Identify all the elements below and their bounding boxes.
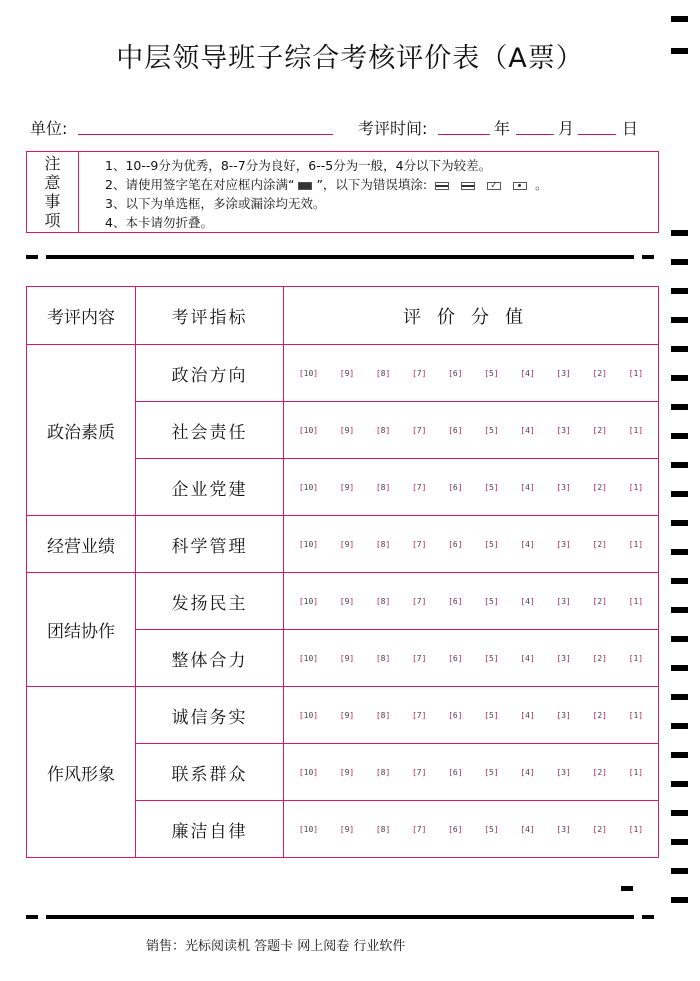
score-option-box[interactable]: [3] [556,425,571,435]
score-option-value: 1 [633,368,639,378]
score-option-box[interactable]: [9] [339,653,355,663]
timing-mark [671,781,688,787]
score-option-value: 3 [561,368,567,378]
score-option-value: 4 [525,425,530,435]
score-option-value: 2 [597,596,603,606]
score-option-box[interactable]: [3] [556,482,571,492]
day-label: 日 [622,119,639,138]
unit-field[interactable] [78,116,333,135]
score-option-box[interactable]: [8] [375,425,391,435]
score-option-box[interactable]: [9] [339,710,355,720]
timing-mark [671,317,688,323]
timing-mark [671,491,688,497]
score-option-value: 2 [597,482,603,492]
score-table [26,286,659,858]
score-option-box[interactable]: [4] [520,767,535,777]
score-option-value: 6 [452,425,458,435]
score-option-box[interactable]: [6] [448,539,463,549]
table-row [27,345,659,402]
score-option-value: 7 [416,653,422,663]
notice-line-2c: 。 [535,177,548,192]
score-option-value: 6 [452,767,458,777]
timing-mark [671,462,688,468]
score-option-value: 3 [561,710,567,720]
score-options [284,540,658,549]
score-option-box[interactable]: [3] [556,596,571,606]
score-option-value: 10 [303,539,314,549]
score-option-value: 4 [525,539,530,549]
wrong-fill-half-icon [435,182,449,190]
score-option-box[interactable]: [5] [484,824,499,834]
score-option-box[interactable]: [3] [556,368,571,378]
score-option-box[interactable]: [2] [592,539,607,549]
score-option-value: 8 [380,596,386,606]
score-option-box[interactable]: [7] [411,767,427,777]
score-option-value: 2 [597,368,603,378]
score-option-box[interactable]: [2] [592,482,607,492]
notice-line-1: 1、10--9分为优秀，8--7分为良好，6--5分为一般，4分以下为较差。 [105,158,492,173]
score-option-value: 3 [561,596,567,606]
score-options [284,711,658,720]
score-option-value: 5 [489,482,494,492]
score-options-cell [284,402,659,459]
timing-mark [671,549,688,555]
score-option-box[interactable]: [1] [628,653,644,663]
score-option-box[interactable]: [1] [628,539,644,549]
timing-mark [671,694,688,700]
score-option-value: 9 [344,767,350,777]
indicator-cell: 发扬民主 [136,573,284,630]
notice-heading-char: 意 [44,173,61,192]
score-option-box[interactable]: [9] [339,539,355,549]
score-option-value: 7 [416,767,422,777]
score-option-box[interactable]: [6] [448,596,463,606]
score-option-box[interactable]: [9] [339,425,355,435]
score-option-value: 10 [303,653,314,663]
indicator-cell: 廉洁自律 [136,801,284,858]
score-option-box[interactable]: [7] [411,368,427,378]
score-option-value: 8 [380,767,386,777]
category-cell: 经营业绩 [27,516,136,573]
score-options [284,825,658,834]
notice-heading-char: 事 [44,192,61,211]
score-option-box[interactable]: [8] [375,368,391,378]
score-option-box[interactable]: [8] [375,539,391,549]
score-option-box[interactable]: [7] [411,824,427,834]
header-indicator: 考评指标 [136,287,284,345]
timing-mark [671,404,688,410]
score-option-box[interactable]: [2] [592,425,607,435]
score-option-value: 3 [561,824,567,834]
score-option-value: 5 [489,596,494,606]
unit-label: 单位: [30,119,68,138]
score-option-box[interactable]: [3] [556,767,571,777]
score-option-value: 9 [344,482,350,492]
score-option-box[interactable]: [6] [448,368,463,378]
score-option-value: 8 [380,482,386,492]
score-options [284,426,658,435]
score-option-box[interactable]: [6] [448,767,463,777]
score-option-value: 9 [344,368,350,378]
timing-mark-right-2 [642,915,654,919]
score-options-cell [284,687,659,744]
score-option-box[interactable]: [9] [339,824,355,834]
month-field[interactable] [516,116,554,135]
score-option-value: 7 [416,482,422,492]
score-option-value: 8 [380,653,386,663]
timing-mark [671,723,688,729]
score-option-value: 4 [525,653,530,663]
score-option-box[interactable]: [5] [484,767,499,777]
score-option-value: 10 [303,710,314,720]
score-option-value: 4 [525,824,530,834]
score-option-box[interactable]: [1] [628,482,644,492]
score-option-value: 4 [525,482,530,492]
notice-line-2a: 2、请使用签字笔在对应框内涂满“ [105,177,295,192]
score-option-box[interactable]: [7] [411,596,427,606]
indicator-cell: 诚信务实 [136,687,284,744]
header-score-label: 评价分值 [403,306,539,328]
score-option-value: 2 [597,653,603,663]
category-cell: 政治素质 [27,345,136,516]
score-option-value: 6 [452,482,458,492]
indicator-cell: 科学管理 [136,516,284,573]
score-option-value: 7 [416,539,422,549]
score-option-box[interactable]: [6] [448,824,463,834]
score-option-box[interactable]: [3] [556,824,571,834]
score-option-value: 2 [597,425,603,435]
score-option-box[interactable]: [6] [448,482,463,492]
score-option-value: 6 [452,539,458,549]
day-field[interactable] [578,116,616,135]
timing-mark-right-1 [642,255,654,259]
score-option-box[interactable]: [10] [298,596,319,606]
score-options [284,483,658,492]
score-option-box[interactable]: [1] [628,425,644,435]
score-option-value: 1 [633,425,639,435]
score-option-box[interactable]: [3] [556,710,571,720]
score-option-value: 5 [489,767,494,777]
indicator-cell: 企业党建 [136,459,284,516]
score-option-box[interactable]: [1] [628,767,644,777]
score-option-value: 1 [633,539,639,549]
notice-line-2 [105,175,548,194]
timing-mark [671,665,688,671]
score-option-value: 10 [303,425,314,435]
score-option-box[interactable]: [4] [520,539,535,549]
score-option-box[interactable]: [1] [628,596,644,606]
timing-mark-left-1 [26,255,38,259]
score-option-value: 3 [561,482,567,492]
score-option-value: 4 [525,368,530,378]
score-option-box[interactable]: [5] [484,368,499,378]
score-option-box[interactable]: [7] [411,710,427,720]
notice-line-2b: ”，以下为错误填涂: [316,177,428,192]
score-option-box[interactable]: [4] [520,425,535,435]
score-option-value: 10 [303,596,314,606]
time-label: 考评时间: [358,119,428,138]
score-option-box[interactable]: [5] [484,539,499,549]
score-option-box[interactable]: [8] [375,767,391,777]
timing-mark [671,636,688,642]
indicator-cell: 社会责任 [136,402,284,459]
score-option-box[interactable]: [6] [448,710,463,720]
table-row [27,687,659,744]
score-option-box[interactable]: [5] [484,596,499,606]
score-option-value: 9 [344,425,350,435]
score-option-box[interactable]: [8] [375,482,391,492]
score-option-box[interactable]: [10] [298,368,319,378]
score-options [284,369,658,378]
score-option-value: 5 [489,653,494,663]
score-option-value: 9 [344,653,350,663]
score-option-box[interactable]: [8] [375,653,391,663]
score-option-box[interactable]: [10] [298,767,319,777]
score-option-box[interactable]: [8] [375,596,391,606]
score-option-box[interactable]: [7] [411,653,427,663]
score-options-cell [284,459,659,516]
score-option-value: 1 [633,653,639,663]
score-options [284,654,658,663]
timing-mark-left-2 [26,915,38,919]
score-option-value: 7 [416,368,422,378]
score-option-box[interactable]: [2] [592,710,607,720]
header-score [284,287,659,345]
score-option-value: 5 [489,539,494,549]
score-option-value: 10 [303,368,314,378]
notice-heading-char: 项 [44,211,61,230]
score-option-box[interactable]: [1] [628,368,644,378]
timing-mark [671,607,688,613]
timing-mark [671,433,688,439]
score-option-value: 8 [380,710,386,720]
score-option-value: 10 [303,767,314,777]
score-option-value: 10 [303,482,314,492]
indicator-cell: 联系群众 [136,744,284,801]
score-option-value: 6 [452,824,458,834]
score-option-value: 1 [633,710,639,720]
separator-line-1 [46,255,634,259]
score-options [284,768,658,777]
score-option-box[interactable]: [7] [411,482,427,492]
score-option-box[interactable]: [4] [520,824,535,834]
score-option-value: 5 [489,710,494,720]
score-option-box[interactable]: [2] [592,596,607,606]
indicator-cell: 政治方向 [136,345,284,402]
score-option-box[interactable]: [8] [375,710,391,720]
score-option-box[interactable]: [10] [298,539,319,549]
score-option-box[interactable]: [1] [628,710,644,720]
score-option-box[interactable]: [4] [520,596,535,606]
score-option-value: 5 [489,368,494,378]
score-option-value: 7 [416,710,422,720]
score-option-value: 4 [525,596,530,606]
score-option-box[interactable]: [3] [556,653,571,663]
notice-heading [27,152,79,232]
timing-mark [671,810,688,816]
score-option-box[interactable]: [9] [339,596,355,606]
score-option-value: 6 [452,653,458,663]
score-option-value: 4 [525,710,530,720]
score-option-value: 2 [597,710,603,720]
score-option-value: 5 [489,425,494,435]
category-cell: 团结协作 [27,573,136,687]
year-label: 年 [494,119,511,138]
correct-fill-mark-icon [298,182,312,190]
score-option-value: 7 [416,824,422,834]
score-option-value: 1 [633,482,639,492]
score-option-value: 1 [633,767,639,777]
score-option-value: 7 [416,596,422,606]
table-row [27,573,659,630]
score-option-box[interactable]: [5] [484,653,499,663]
table-row [27,516,659,573]
score-option-box[interactable]: [9] [339,482,355,492]
timing-mark [671,375,688,381]
year-field[interactable] [438,116,490,135]
wrong-fill-tick-icon [487,182,501,190]
notice-heading-char: 注 [44,154,61,173]
wrong-fill-lines-icon [461,182,475,190]
score-option-value: 2 [597,767,603,777]
score-option-value: 9 [344,824,350,834]
indicator-cell: 整体合力 [136,630,284,687]
notice-box [26,151,659,233]
score-option-value: 8 [380,368,386,378]
score-option-box[interactable]: [5] [484,482,499,492]
separator-line-2 [46,915,634,919]
timing-mark [671,16,688,22]
score-option-box[interactable]: [10] [298,653,319,663]
score-option-box[interactable]: [6] [448,653,463,663]
timing-mark [671,346,688,352]
score-option-value: 5 [489,824,494,834]
score-option-value: 3 [561,539,567,549]
timing-mark [671,230,688,236]
score-option-box[interactable]: [6] [448,425,463,435]
score-option-box[interactable]: [5] [484,425,499,435]
notice-body [105,156,548,232]
score-option-box[interactable]: [4] [520,368,535,378]
score-option-box[interactable]: [2] [592,767,607,777]
score-option-box[interactable]: [9] [339,767,355,777]
score-option-box[interactable]: [10] [298,425,319,435]
score-option-box[interactable]: [3] [556,539,571,549]
score-options-cell [284,573,659,630]
timing-mark [671,868,688,874]
timing-mark [671,897,688,903]
score-option-value: 1 [633,824,639,834]
score-option-box[interactable]: [7] [411,425,427,435]
score-option-box[interactable]: [9] [339,368,355,378]
timing-mark [671,520,688,526]
timing-mark [671,48,688,54]
score-options [284,597,658,606]
header-content: 考评内容 [27,287,136,345]
score-option-value: 2 [597,539,603,549]
score-options-cell [284,345,659,402]
score-option-box[interactable]: [10] [298,482,319,492]
score-option-box[interactable]: [1] [628,824,644,834]
score-option-box[interactable]: [4] [520,653,535,663]
score-option-value: 3 [561,767,567,777]
score-option-box[interactable]: [5] [484,710,499,720]
score-option-value: 6 [452,368,458,378]
form-title: 中层领导班子综合考核评价表（A票） [116,43,584,74]
score-option-box[interactable]: [10] [298,710,319,720]
score-options-cell [284,801,659,858]
score-option-value: 9 [344,539,350,549]
score-option-value: 2 [597,824,603,834]
score-option-value: 9 [344,596,350,606]
score-option-box[interactable]: [2] [592,824,607,834]
notice-line-4: 4、本卡请勿折叠。 [105,215,213,230]
timing-mark [671,752,688,758]
footer-text: 销售：光标阅读机 答题卡 网上阅卷 行业软件 [146,939,406,954]
score-option-value: 8 [380,425,386,435]
timing-mark [671,839,688,845]
wrong-fill-dot-icon [513,182,527,190]
score-option-value: 1 [633,596,639,606]
score-options-cell [284,744,659,801]
score-option-value: 3 [561,425,567,435]
timing-mark [671,259,688,265]
score-option-value: 6 [452,596,458,606]
timing-mark-bottom [621,886,633,891]
score-option-box[interactable]: [8] [375,824,391,834]
score-option-value: 8 [380,824,386,834]
score-option-value: 6 [452,710,458,720]
category-cell: 作风形象 [27,687,136,858]
score-option-value: 9 [344,710,350,720]
timing-mark [671,288,688,294]
score-options-cell [284,516,659,573]
score-option-value: 8 [380,539,386,549]
score-option-box[interactable]: [2] [592,653,607,663]
month-label: 月 [558,119,575,138]
score-option-value: 7 [416,425,422,435]
score-option-box[interactable]: [7] [411,539,427,549]
score-option-box[interactable]: [2] [592,368,607,378]
notice-line-3: 3、以下为单选框，多涂或漏涂均无效。 [105,196,326,211]
score-option-value: 10 [303,824,314,834]
timing-mark [671,578,688,584]
score-option-box[interactable]: [10] [298,824,319,834]
score-option-box[interactable]: [4] [520,482,535,492]
score-option-value: 4 [525,767,530,777]
score-options-cell [284,630,659,687]
score-option-value: 3 [561,653,567,663]
score-option-box[interactable]: [4] [520,710,535,720]
